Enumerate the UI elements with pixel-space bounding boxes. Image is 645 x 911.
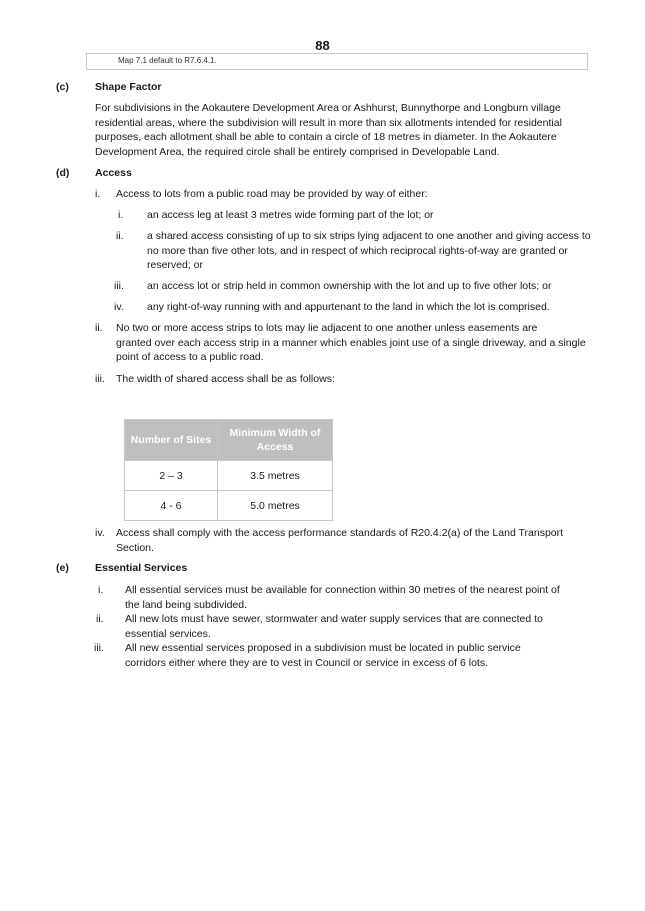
sublist-number: i.: [118, 209, 124, 221]
text-line: a shared access consisting of up to six strips lying adjacent to one another and giving access to: [147, 230, 591, 242]
list-number: ii.: [96, 613, 104, 625]
sublist-item: [147, 208, 591, 223]
text-line: Section.: [116, 541, 154, 554]
section-c-letter: (c): [56, 81, 69, 93]
table-cell: 2 – 3: [125, 461, 218, 491]
section-c-paragraph: [95, 101, 589, 160]
list-item: [116, 526, 589, 555]
sublist-number: iv.: [114, 301, 124, 313]
text-line: purposes, each allotment shall be able to contain a circle of 18 metres in diameter. In the Aokautere: [95, 131, 557, 144]
text-line: All new essential services proposed in a subdivision must be located in public service: [125, 642, 521, 654]
text-line: the land being subdivided.: [125, 598, 248, 611]
text-line: reserved; or: [147, 259, 204, 272]
text-line: an access lot or strip held in common ownership with the lot and up to five other lots; or: [147, 280, 552, 292]
sublist-number: iii.: [114, 280, 124, 292]
list-number: ii.: [95, 322, 103, 334]
table-header-row: [125, 420, 333, 461]
table-header-cell: Number of Sites: [125, 420, 218, 461]
list-item: The width of shared access shall be as follows:: [116, 373, 335, 385]
list-number: i.: [95, 188, 101, 200]
reference-box: Map 7.1 default to R7.6.4.1.: [86, 53, 588, 70]
section-d-title: Access: [95, 167, 132, 179]
text-line: All new lots must have sewer, stormwater and water supply services that are connected to: [125, 613, 543, 625]
list-number: i.: [98, 584, 104, 596]
table-row: [125, 461, 333, 491]
list-item: Access to lots from a public road may be provided by way of either:: [116, 188, 428, 200]
text-line: Access shall comply with the access performance standards of R20.4.2(a) of the Land Transport: [116, 527, 564, 539]
section-c-title: Shape Factor: [95, 81, 162, 93]
section-d-letter: (d): [56, 167, 70, 179]
list-item: [125, 583, 589, 612]
list-number: iii.: [95, 373, 105, 385]
list-number: iii.: [94, 642, 104, 654]
text-line: any right-of-way running with and appurtenant to the land in which the lot is comprised.: [147, 301, 550, 313]
table-cell: 4 - 6: [125, 491, 218, 521]
table-cell: 3.5 metres: [218, 461, 333, 491]
sublist-item: [147, 229, 591, 273]
text-line: essential services.: [125, 627, 211, 640]
text-line: residential areas, where the subdivision will result in more than six allotments intended for residential: [95, 116, 562, 129]
shared-access-table: [124, 419, 333, 521]
section-e-letter: (e): [56, 562, 69, 574]
text-line: point of access to a public road.: [116, 351, 264, 364]
text-line: No two or more access strips to lots may lie adjacent to one another unless easements are: [116, 322, 538, 334]
sublist-item: [147, 279, 591, 294]
text-line: granted over each access strip in a manner which enables joint use of a single driveway, and a single: [116, 336, 586, 349]
list-item: [125, 641, 589, 670]
list-number: iv.: [95, 527, 105, 539]
text-line: no more than five other lots, and in respect of which reciprocal rights-of-way are granted or: [147, 244, 568, 257]
list-item: [125, 612, 589, 641]
text-line: corridors either where they are to vest in Council or service in excess of 6 lots.: [125, 656, 488, 669]
sublist-item: [147, 300, 591, 315]
table-cell: 5.0 metres: [218, 491, 333, 521]
text-line: an access leg at least 3 metres wide forming part of the lot; or: [147, 209, 434, 221]
table-row: [125, 491, 333, 521]
section-e-title: Essential Services: [95, 562, 188, 574]
sublist-number: ii.: [116, 230, 124, 242]
text-line: For subdivisions in the Aokautere Development Area or Ashhurst, Bunnythorpe and Longburn village: [95, 102, 561, 114]
list-item: [116, 321, 589, 365]
table-header-cell: Minimum Width of Access: [218, 420, 333, 461]
text-line: All essential services must be available for connection within 30 metres of the nearest point of: [125, 584, 560, 596]
text-line: Development Area, the required circle shall be entirely comprised in Developable Land.: [95, 146, 500, 159]
page-number: 88: [315, 38, 330, 53]
